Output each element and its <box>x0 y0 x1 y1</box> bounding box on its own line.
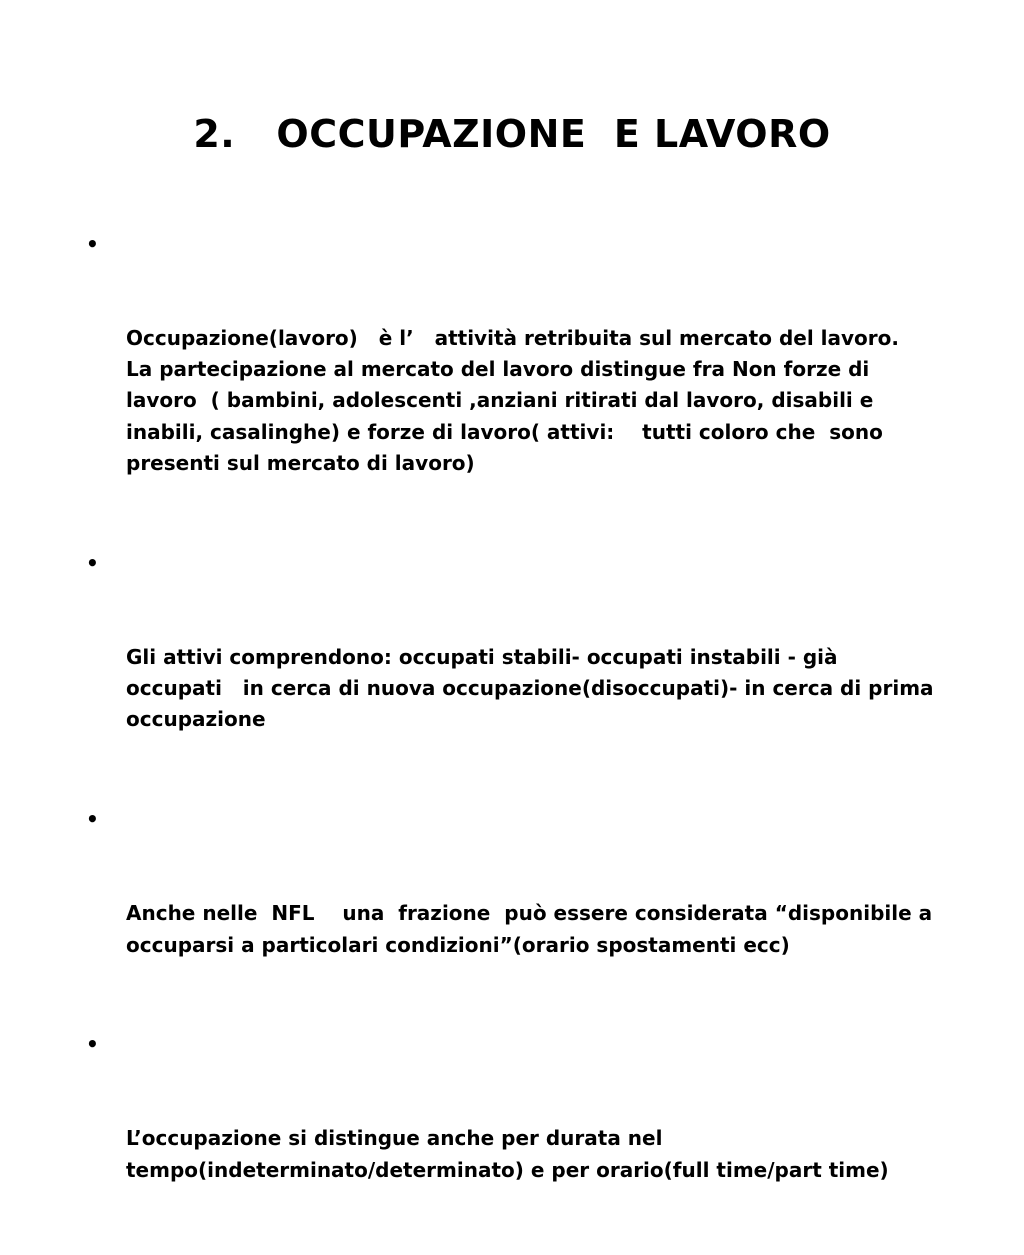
bullet-item-attivi <box>86 548 941 798</box>
bullet-item-nfl <box>86 804 938 1023</box>
bullet-text: Occupazione(lavoro) è l’ attività retribuita sul mercato del lavoro. La partecipazione al mercato del lavoro distingue fra Non forze di lavoro ( bambini, adolescenti ,anziani ritirati dal lavoro, disabili e inabili, casalinghe) e forze di lavoro( attivi: tutti coloro che sono presenti sul mercato di lavoro) <box>126 325 920 476</box>
bullet-point-icon: • <box>86 1032 99 1057</box>
bullet-text: L’occupazione si distingue anche per durata nel tempo(indeterminato/determinato) e per orario(full time/part time) <box>126 1126 889 1182</box>
bullet-text: Gli attivi comprendono: occupati stabili- occupati instabili - già occupati in cerca di nuova occupazione(disoccupati)- in cerca di prima occupazione <box>126 644 941 732</box>
bullet-point-icon: • <box>86 807 99 832</box>
bullet-list <box>86 229 941 1255</box>
bullet-point-icon: • <box>86 232 99 256</box>
bullet-item-occupazione <box>86 229 938 542</box>
slide-title: 2. OCCUPAZIONE E LAVORO <box>193 112 831 156</box>
bullet-text: Anche nelle NFL una frazione può essere considerata “disponibile a occuparsi a particolari condizioni”(orario spostamenti ecc) <box>126 901 940 957</box>
bullet-point-icon: • <box>86 550 99 575</box>
bullet-item-durata <box>86 1029 938 1248</box>
